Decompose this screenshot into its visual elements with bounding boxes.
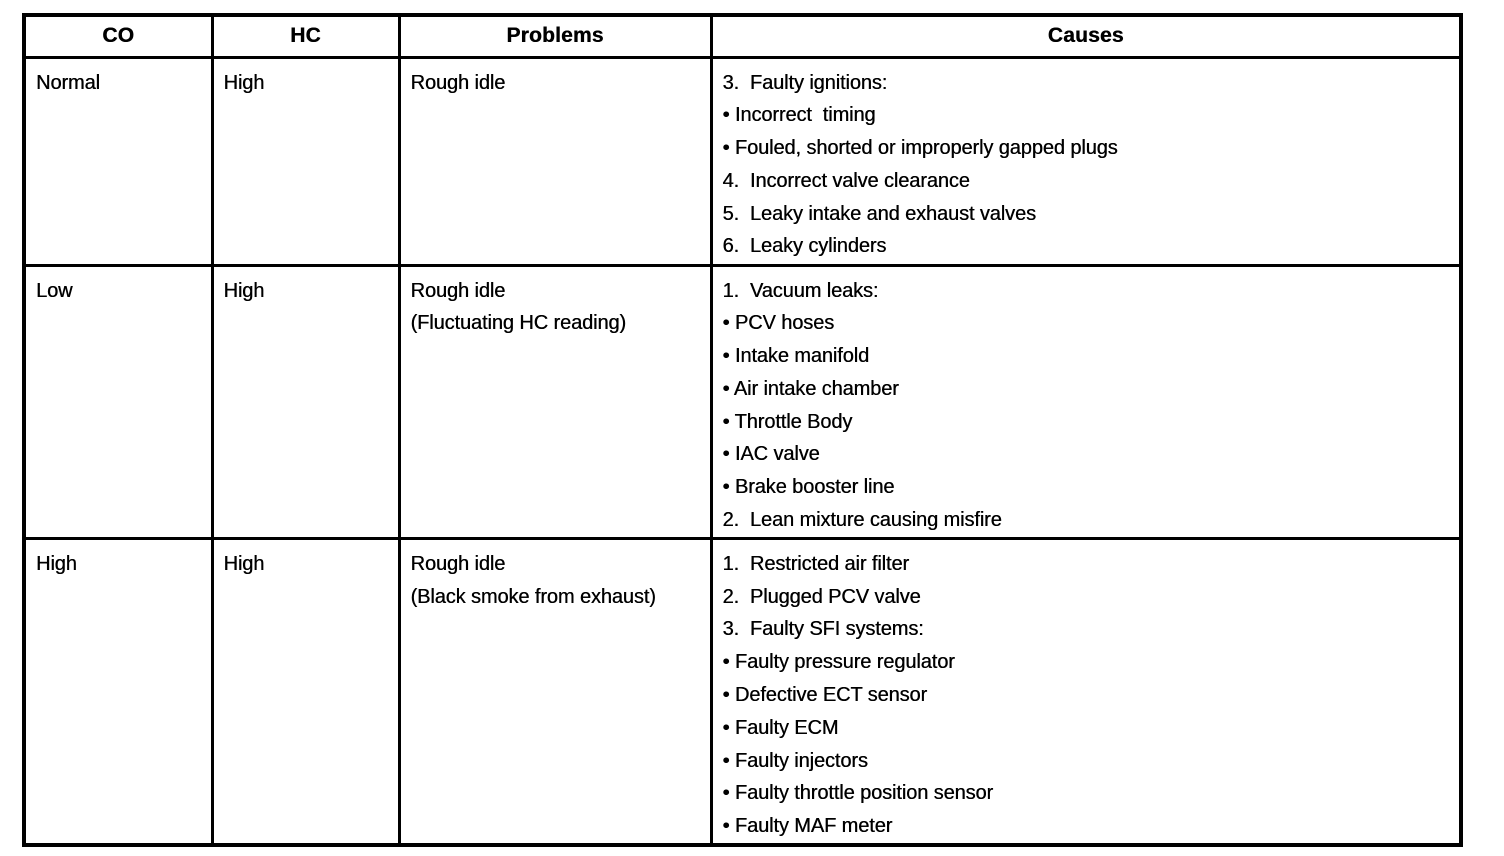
cause-line: 6. Leaky cylinders (722, 235, 887, 258)
problem-line: Rough idle (410, 279, 506, 302)
cause-line: • Faulty pressure regulator (722, 651, 955, 674)
cause-line: 3. Faulty ignitions: (722, 71, 888, 94)
cause-line: • Faulty injectors (722, 749, 868, 772)
cause-line: 5. Leaky intake and exhaust valves (722, 202, 1036, 225)
hc-value: High (223, 552, 265, 575)
table-row (24, 265, 1461, 538)
cause-line: • Faulty throttle position sensor (722, 782, 993, 805)
cause-line: 2. Plugged PCV valve (722, 585, 921, 608)
cell-problems (399, 538, 711, 845)
cause-line: 1. Restricted air filter (722, 552, 909, 575)
cell-hc (212, 265, 399, 538)
cause-line: 4. Incorrect valve clearance (722, 169, 970, 192)
cause-line: • Faulty MAF meter (722, 815, 893, 838)
cell-co (24, 265, 212, 538)
col-header-co: CO (24, 15, 212, 57)
cause-line: • PCV hoses (722, 312, 835, 335)
cause-line: • IAC valve (722, 443, 820, 466)
table-header-row (24, 15, 1461, 57)
cell-causes (711, 57, 1461, 265)
cause-line: 1. Vacuum leaks: (722, 279, 879, 302)
cell-causes (711, 265, 1461, 538)
cause-line: 2. Lean mixture causing misfire (722, 509, 1002, 532)
problem-line: (Black smoke from exhaust) (410, 585, 656, 608)
cell-hc (212, 57, 399, 265)
hc-value: High (223, 71, 265, 94)
cause-line: 3. Faulty SFI systems: (722, 618, 924, 641)
cause-line: • Fouled, shorted or improperly gapped plugs (722, 137, 1118, 160)
co-value: Normal (36, 71, 100, 94)
hc-value: High (223, 279, 265, 302)
co-value: Low (36, 279, 73, 302)
cause-line: • Faulty ECM (722, 716, 839, 739)
cause-line: • Defective ECT sensor (722, 684, 928, 707)
cause-line: • Air intake chamber (722, 377, 899, 400)
problem-line: (Fluctuating HC reading) (410, 312, 626, 335)
cell-causes (711, 538, 1461, 845)
cause-line: • Brake booster line (722, 476, 895, 499)
cell-problems (399, 265, 711, 538)
col-header-problems: Problems (399, 15, 711, 57)
cell-problems (399, 57, 711, 265)
cause-line: • Throttle Body (722, 410, 853, 433)
emission-diagnostic-table (22, 13, 1463, 847)
co-value: High (36, 552, 77, 575)
problem-line: Rough idle (410, 552, 506, 575)
table-row (24, 538, 1461, 845)
table-row (24, 57, 1461, 265)
cause-line: • Intake manifold (722, 345, 869, 368)
cell-co (24, 57, 212, 265)
col-header-causes: Causes (711, 15, 1461, 57)
cause-line: • Incorrect timing (722, 104, 876, 127)
problem-line: Rough idle (410, 71, 506, 94)
cell-co (24, 538, 212, 845)
col-header-hc: HC (212, 15, 399, 57)
cell-hc (212, 538, 399, 845)
